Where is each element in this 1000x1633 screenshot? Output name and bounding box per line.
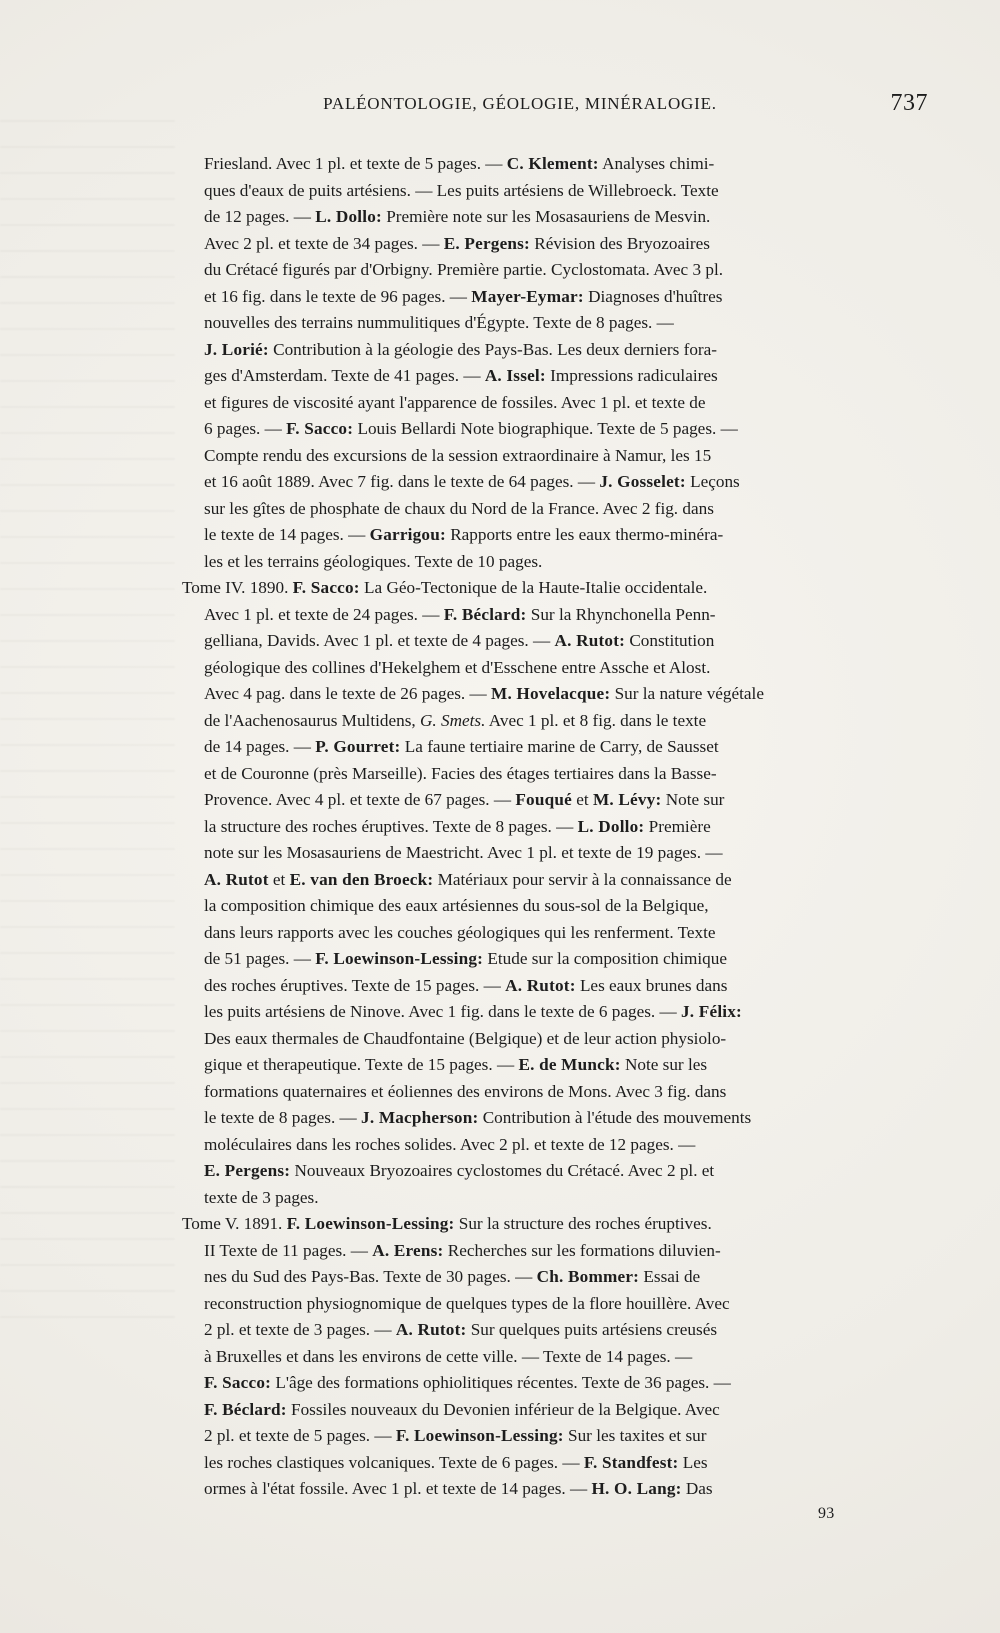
text-line (182, 1211, 926, 1238)
author-name: J. Lorié: (204, 339, 269, 359)
text-segment: Des eaux thermales de Chaudfontaine (Belgique) et de leur action physiolo- (204, 1028, 727, 1048)
text-segment: dans leurs rapports avec les couches géologiques qui les renferment. Texte (204, 922, 716, 942)
author-name: F. Béclard: (443, 604, 527, 624)
author-name: Garrigou: (369, 525, 446, 544)
text-segment: Impressions radiculaires (545, 366, 718, 385)
author-name: E. Pergens: (443, 233, 530, 253)
author-name: P. Gourret: (315, 737, 401, 756)
text-line (204, 999, 926, 1026)
text-segment: et de Couronne (près Marseille). Facies des étages tertiaires dans la Basse- (204, 763, 717, 783)
text-segment: le texte de 14 pages. — (204, 525, 370, 544)
signature-mark: 93 (818, 1505, 835, 1522)
author-name: E. Pergens: (204, 1161, 291, 1180)
author-name: M. Lévy: (592, 790, 662, 809)
text-line (204, 1423, 926, 1450)
text-segment: Rapports entre les eaux thermo-minéra- (445, 525, 724, 544)
text-segment: ormes à l'état fossile. Avec 1 pl. et texte de 14 pages. — (204, 1479, 592, 1498)
text-segment: nes du Sud des Pays-Bas. Texte de 30 pages. — (204, 1267, 537, 1286)
text-segment: la composition chimique des eaux artésiennes du sous-sol de la Belgique, (204, 896, 709, 915)
author-name: C. Klement: (506, 154, 599, 173)
text-segment: géologique des collines d'Hekelghem et d'Esschene entre Assche et Alost. (204, 657, 711, 677)
text-segment: note sur les Mosasauriens de Maestricht. Avec 1 pl. et texte de 19 pages. — (204, 843, 723, 862)
text-segment: des roches éruptives. Texte de 15 pages. — (204, 975, 506, 995)
author-name: A. Issel: (484, 366, 546, 385)
text-line (204, 1158, 926, 1185)
author-name: F. Sacco: (286, 419, 354, 438)
author-name: F. Loewinson-Lessing: (315, 949, 484, 968)
text-segment: à Bruxelles et dans les environs de cette ville. — Texte de 14 pages. — (204, 1346, 693, 1366)
author-name: A. Erens: (372, 1240, 444, 1260)
text-segment: nouvelles des terrains nummulitiques d'Égypte. Texte de 8 pages. — (204, 313, 674, 332)
text-line (204, 708, 926, 735)
author-name: F. Sacco: (204, 1373, 272, 1392)
author-name: L. Dollo: (577, 816, 645, 836)
text-segment: de 14 pages. — (204, 737, 316, 756)
text-line (204, 151, 926, 178)
text-line (204, 469, 926, 496)
text-line (204, 1317, 926, 1344)
text-line (204, 1079, 926, 1106)
text-segment: ques d'eaux de puits artésiens. — Les puits artésiens de Willebroeck. Texte (204, 180, 719, 200)
text-segment: les et les terrains géologiques. Texte de 10 pages. (204, 551, 543, 571)
show-through-shadow (0, 120, 175, 1320)
text-segment: Matériaux pour servir à la connaissance de (433, 869, 732, 889)
author-name: E. de Munck: (518, 1055, 621, 1074)
text-segment: L'âge des formations ophiolitiques récentes. Texte de 36 pages. — (271, 1373, 731, 1392)
text-line (204, 920, 926, 947)
text-segment: et 16 août 1889. Avec 7 fig. dans le texte de 64 pages. — (204, 472, 600, 491)
text-segment: Les eaux brunes dans (575, 975, 728, 995)
text-segment: gelliana, Davids. Avec 1 pl. et texte de 4 pages. — (204, 631, 555, 650)
text-segment: Provence. Avec 4 pl. et texte de 67 pages. — (204, 790, 516, 809)
text-line (204, 549, 926, 576)
text-segment: Sur la structure des roches éruptives. (454, 1214, 712, 1233)
text-segment: Analyses chimi- (598, 154, 715, 173)
text-segment: les roches clastiques volcaniques. Texte de 6 pages. — (204, 1452, 584, 1472)
text-line (204, 390, 926, 417)
text-segment: Etude sur la composition chimique (483, 949, 727, 968)
text-segment: Sur la nature végétale (610, 684, 764, 703)
text-line (204, 1264, 926, 1291)
author-name: L. Dollo: (315, 207, 382, 226)
text-segment: Sur quelques puits artésiens creusés (466, 1320, 718, 1339)
text-segment: Les (678, 1452, 708, 1472)
text-segment: texte de 3 pages. (204, 1187, 319, 1207)
text-line (204, 734, 926, 761)
text-line (204, 1370, 926, 1397)
text-segment: Louis Bellardi Note biographique. Texte de 5 pages. — (353, 419, 738, 438)
text-line (204, 363, 926, 390)
text-segment: Diagnoses d'huîtres (583, 286, 723, 306)
text-segment: formations quaternaires et éoliennes des environs de Mons. Avec 3 fig. dans (204, 1081, 727, 1101)
author-name: F. Sacco: (292, 578, 360, 597)
text-segment: et (571, 790, 593, 809)
text-segment: Friesland. Avec 1 pl. et texte de 5 pages. — (204, 154, 507, 173)
text-line (204, 416, 926, 443)
text-line (204, 602, 926, 629)
text-segment: Sur la Rhynchonella Penn- (526, 604, 716, 624)
text-segment: la structure des roches éruptives. Texte de 8 pages. — (204, 816, 578, 836)
text-line (204, 1052, 926, 1079)
text-segment: de l'Aachenosaurus Multidens, (204, 710, 420, 730)
text-line (204, 178, 926, 205)
text-segment: gique et therapeutique. Texte de 15 pages. — (204, 1055, 519, 1074)
text-segment: Sur les taxites et sur (563, 1426, 707, 1445)
text-segment: Constitution (625, 631, 715, 650)
author-name: M. Hovelacque: (491, 684, 611, 703)
text-segment: 2 pl. et texte de 3 pages. — (204, 1320, 396, 1339)
text-segment: Leçons (685, 472, 740, 491)
text-line (204, 284, 926, 311)
text-line (204, 1450, 926, 1477)
author-name: J. Gosselet: (599, 472, 686, 491)
author-name: J. Macpherson: (361, 1108, 479, 1127)
text-segment: et 16 fig. dans le texte de 96 pages. — (204, 286, 472, 306)
text-line (204, 257, 926, 284)
author-name: F. Béclard: (204, 1399, 287, 1419)
volume-heading: Tome V. 1891. (182, 1214, 287, 1233)
author-name: A. Rutot: (395, 1320, 467, 1339)
text-segment: Das (681, 1479, 713, 1498)
text-line (204, 1026, 926, 1053)
text-segment: et figures de viscosité ayant l'apparence de fossiles. Avec 1 pl. et texte de (204, 392, 706, 412)
text-line (204, 522, 926, 549)
text-line (204, 337, 926, 364)
text-line (204, 814, 926, 841)
text-line (204, 496, 926, 523)
text-segment: moléculaires dans les roches solides. Avec 2 pl. et texte de 12 pages. — (204, 1134, 696, 1154)
text-line (204, 787, 926, 814)
text-line (204, 1397, 926, 1424)
text-segment: le texte de 8 pages. — (204, 1108, 362, 1127)
text-segment: Première note sur les Mosasauriens de Mesvin. (381, 207, 711, 226)
text-line (204, 761, 926, 788)
text-segment: Fossiles nouveaux du Devonien inférieur de la Belgique. Avec (286, 1399, 720, 1419)
text-line (204, 1132, 926, 1159)
text-segment: La Géo-Tectonique de la Haute-Italie occidentale. (359, 578, 708, 597)
author-name: A. Rutot: (505, 975, 576, 995)
text-line (204, 655, 926, 682)
text-segment: de 12 pages. — (204, 207, 316, 226)
text-line (204, 1476, 926, 1503)
text-line (204, 946, 926, 973)
text-segment: G. Smets. (420, 710, 486, 730)
text-line (204, 1291, 926, 1318)
text-line (204, 231, 926, 258)
text-segment: 2 pl. et texte de 5 pages. — (204, 1426, 396, 1445)
author-name: Fouqué (515, 790, 572, 809)
text-segment: La faune tertiaire marine de Carry, de Sausset (400, 737, 719, 756)
text-line (204, 628, 926, 655)
author-name: F. Standfest: (583, 1452, 679, 1472)
text-segment: les puits artésiens de Ninove. Avec 1 fig. dans le texte de 6 pages. — (204, 1002, 681, 1021)
text-line (204, 1105, 926, 1132)
text-segment: Compte rendu des excursions de la session extraordinaire à Namur, les 15 (204, 445, 712, 465)
author-name: J. Félix: (681, 1002, 742, 1021)
text-segment: du Crétacé figurés par d'Orbigny. Première partie. Cyclostomata. Avec 3 pl. (204, 260, 724, 279)
text-segment: Avec 1 pl. et 8 fig. dans le texte (485, 710, 707, 730)
text-segment: Avec 1 pl. et texte de 24 pages. — (204, 604, 444, 624)
text-line (204, 973, 926, 1000)
author-name: Ch. Bommer: (536, 1267, 640, 1286)
author-name: Mayer-Eymar: (471, 286, 584, 306)
text-line (182, 575, 926, 602)
author-name: A. Rutot: (554, 631, 626, 650)
author-name: F. Loewinson-Lessing: (395, 1426, 564, 1445)
text-segment: Recherches sur les formations diluvien- (443, 1240, 721, 1260)
text-line (204, 204, 926, 231)
text-segment: Essai de (639, 1267, 701, 1286)
text-segment: Avec 4 pag. dans le texte de 26 pages. — (204, 684, 492, 703)
text-line (204, 310, 926, 337)
text-segment: de 51 pages. — (204, 949, 316, 968)
text-line (204, 681, 926, 708)
page-number: 737 (890, 90, 928, 116)
text-segment: Révision des Bryozoaires (529, 233, 710, 253)
bibliography-text-block (182, 151, 926, 1503)
text-line (204, 443, 926, 470)
text-segment: Contribution à l'étude des mouvements (478, 1108, 752, 1127)
volume-heading: Tome IV. 1890. (182, 578, 293, 597)
running-title: PALÉONTOLOGIE, GÉOLOGIE, MINÉRALOGIE. (323, 94, 717, 113)
text-segment: Nouveaux Bryozoaires cyclostomes du Crétacé. Avec 2 pl. et (290, 1161, 715, 1180)
text-segment: ges d'Amsterdam. Texte de 41 pages. — (204, 366, 485, 385)
text-line (204, 1238, 926, 1265)
text-line (204, 867, 926, 894)
text-segment: Première (644, 816, 711, 836)
text-segment: et (268, 869, 290, 889)
text-segment: Avec 2 pl. et texte de 34 pages. — (204, 233, 444, 253)
text-segment: Note sur les (620, 1055, 708, 1074)
text-segment: 6 pages. — (204, 419, 287, 438)
text-line (204, 840, 926, 867)
text-segment: sur les gîtes de phosphate de chaux du Nord de la France. Avec 2 fig. dans (204, 498, 714, 518)
text-segment: Note sur (661, 790, 725, 809)
text-line (204, 1344, 926, 1371)
text-segment: Contribution à la géologie des Pays-Bas. Les deux derniers fora- (268, 339, 718, 359)
text-line (204, 1185, 926, 1212)
text-line (204, 893, 926, 920)
page-header (0, 90, 1000, 130)
author-name: F. Loewinson-Lessing: (286, 1214, 455, 1233)
author-name: H. O. Lang: (591, 1479, 682, 1498)
author-name: E. van den Broeck: (289, 869, 434, 889)
text-segment: II Texte de 11 pages. — (204, 1240, 373, 1260)
author-name: A. Rutot (204, 869, 269, 889)
text-segment: reconstruction physiognomique de quelques types de la flore houillère. Avec (204, 1293, 730, 1313)
